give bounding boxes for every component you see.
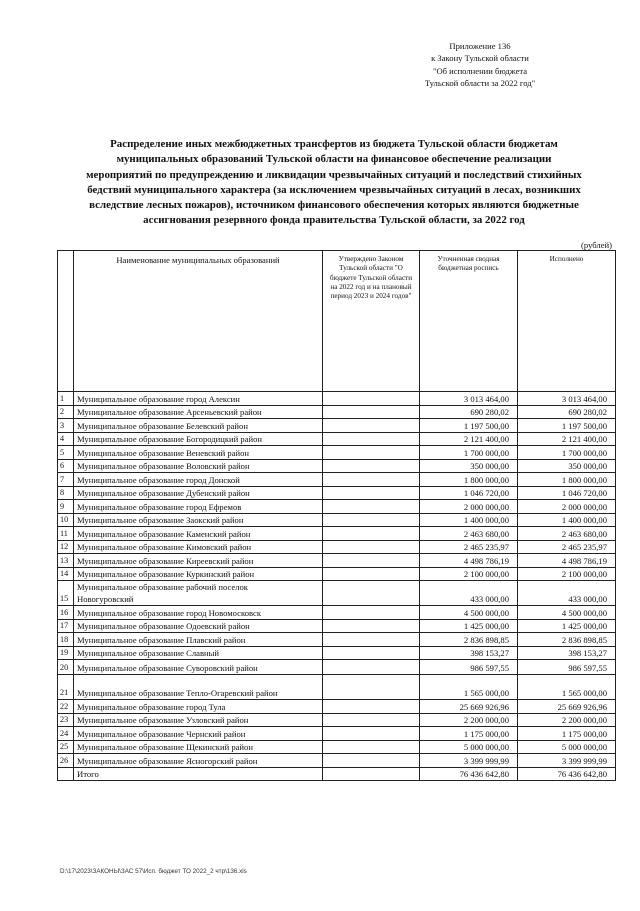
row-refined: 1 400 000,00 [420, 513, 518, 527]
row-index: 22 [58, 700, 74, 714]
row-executed: 2 000 000,00 [518, 500, 616, 514]
row-name: Муниципальное образование Кимовский район [74, 540, 323, 554]
row-approved [323, 646, 420, 660]
row-index: 16 [58, 606, 74, 620]
title-line: бедствий муниципального характера (за исключением чрезвычайных ситуаций в лесах, возникших [87, 183, 581, 196]
row-name: Муниципальное образование город Ефремов [74, 500, 323, 514]
row-name: Муниципальное образование Богородицкий район [74, 432, 323, 446]
total-executed: 76 436 642,80 [518, 767, 616, 781]
table-row [58, 633, 616, 647]
row-approved [323, 754, 420, 768]
transfers-table [57, 250, 616, 781]
row-executed: 433 000,00 [518, 581, 616, 606]
row-index [58, 767, 74, 781]
row-index: 6 [58, 459, 74, 473]
total-refined: 76 436 642,80 [420, 767, 518, 781]
row-name: Муниципальное образование Заокский район [74, 513, 323, 527]
row-approved [323, 633, 420, 647]
row-executed: 398 153,27 [518, 646, 616, 660]
row-executed: 5 000 000,00 [518, 740, 616, 754]
row-approved [323, 554, 420, 568]
row-approved [323, 675, 420, 700]
row-name: Муниципальное образование Арсеньевский район [74, 405, 323, 419]
row-index: 2 [58, 405, 74, 419]
table-row [58, 567, 616, 581]
title-line: Распределение иных межбюджетных трансфертов из бюджета Тульской области бюджетам [110, 138, 558, 150]
row-refined: 4 498 786,19 [420, 554, 518, 568]
row-name: Муниципальное образование Тепло-Огаревский район [74, 675, 323, 700]
row-approved [323, 540, 420, 554]
row-executed: 2 200 000,00 [518, 713, 616, 727]
row-executed: 986 597,55 [518, 660, 616, 675]
row-approved [323, 581, 420, 606]
row-index: 17 [58, 619, 74, 633]
row-index: 3 [58, 419, 74, 433]
row-approved [323, 567, 420, 581]
file-path-footer: D:\17\2023\ЗАКОНЫ\ЗАС 57\Исп. бюджет ТО 2022_2 чтр\136.xls [60, 868, 247, 875]
table-row [58, 419, 616, 433]
row-refined: 1 197 500,00 [420, 419, 518, 433]
row-name: Муниципальное образование Щекинский район [74, 740, 323, 754]
row-name: Муниципальное образование Киреевский район [74, 554, 323, 568]
row-index: 12 [58, 540, 74, 554]
table-row [58, 740, 616, 754]
header-executed-cell: Исполнено [518, 251, 616, 392]
row-name: Муниципальное образование город Алексин [74, 392, 323, 406]
row-index: 10 [58, 513, 74, 527]
table-row [58, 527, 616, 541]
total-row [58, 767, 616, 781]
row-name: Муниципальное образование Белевский район [74, 419, 323, 433]
row-name: Муниципальное образование Веневский район [74, 446, 323, 460]
row-refined: 2 200 000,00 [420, 713, 518, 727]
table-header-row [58, 251, 616, 392]
appendix-line: Приложение 136 [449, 41, 511, 51]
row-name: Муниципальное образование город Донской [74, 473, 323, 487]
table-row [58, 554, 616, 568]
row-refined: 2 465 235,97 [420, 540, 518, 554]
table-row [58, 473, 616, 487]
appendix-note [380, 40, 580, 90]
table-row [58, 675, 616, 700]
table-row [58, 619, 616, 633]
row-name: Муниципальное образование Ясногорский район [74, 754, 323, 768]
header-name-cell: Наименование муниципальных образований [74, 251, 323, 392]
table-row [58, 513, 616, 527]
row-approved [323, 527, 420, 541]
row-index: 21 [58, 675, 74, 700]
row-refined: 2 121 400,00 [420, 432, 518, 446]
table-row [58, 500, 616, 514]
row-refined: 350 000,00 [420, 459, 518, 473]
row-name: Муниципальное образование Чернский район [74, 727, 323, 741]
row-name: Муниципальное образование Куркинский район [74, 567, 323, 581]
row-approved [323, 473, 420, 487]
row-executed: 1 400 000,00 [518, 513, 616, 527]
row-approved [323, 446, 420, 460]
row-index: 26 [58, 754, 74, 768]
row-executed: 1 700 000,00 [518, 446, 616, 460]
row-approved [323, 486, 420, 500]
header-refined-cell: Уточненная сводная бюджетная роспись [420, 251, 518, 392]
table-row [58, 446, 616, 460]
row-index: 1 [58, 392, 74, 406]
row-name: Муниципальное образование Воловский район [74, 459, 323, 473]
row-executed: 2 121 400,00 [518, 432, 616, 446]
row-executed: 1 800 000,00 [518, 473, 616, 487]
row-approved [323, 459, 420, 473]
row-refined: 25 669 926,96 [420, 700, 518, 714]
table-row [58, 727, 616, 741]
row-name [74, 581, 323, 606]
table-row [58, 606, 616, 620]
row-refined: 986 597,55 [420, 660, 518, 675]
row-executed: 2 465 235,97 [518, 540, 616, 554]
row-approved [323, 405, 420, 419]
row-executed: 2 100 000,00 [518, 567, 616, 581]
row-name: Муниципальное образование Каменский район [74, 527, 323, 541]
row-approved [323, 419, 420, 433]
row-refined: 3 399 999,99 [420, 754, 518, 768]
row-executed: 3 013 464,00 [518, 392, 616, 406]
row-refined: 690 280,02 [420, 405, 518, 419]
row-refined: 398 153,27 [420, 646, 518, 660]
row-executed: 1 425 000,00 [518, 619, 616, 633]
row-executed: 25 669 926,96 [518, 700, 616, 714]
title-line: ассигнования резервного фонда правительства Тульской области, за 2022 год [143, 214, 525, 227]
row-index: 14 [58, 567, 74, 581]
row-executed: 2 836 898,85 [518, 633, 616, 647]
row-refined: 2 836 898,85 [420, 633, 518, 647]
appendix-line: к Закону Тульской области [431, 53, 529, 64]
header-index-cell [58, 251, 74, 392]
table-row [58, 405, 616, 419]
row-refined: 1 700 000,00 [420, 446, 518, 460]
row-approved [323, 432, 420, 446]
row-executed: 4 500 000,00 [518, 606, 616, 620]
row-refined: 1 425 000,00 [420, 619, 518, 633]
row-refined: 2 463 680,00 [420, 527, 518, 541]
appendix-line: "Об исполнении бюджета [432, 65, 528, 76]
row-executed: 1 175 000,00 [518, 727, 616, 741]
row-index: 20 [58, 660, 74, 675]
table-row [58, 432, 616, 446]
row-approved [323, 700, 420, 714]
row-name: Муниципальное образование Одоевский район [74, 619, 323, 633]
row-index: 15 [58, 581, 74, 606]
row-refined: 2 000 000,00 [420, 500, 518, 514]
table-row [58, 754, 616, 768]
row-index: 23 [58, 713, 74, 727]
row-name: Муниципальное образование город Тула [74, 700, 323, 714]
row-executed: 690 280,02 [518, 405, 616, 419]
row-index: 8 [58, 486, 74, 500]
table-row [58, 540, 616, 554]
row-approved [323, 619, 420, 633]
row-refined: 4 500 000,00 [420, 606, 518, 620]
row-index: 18 [58, 633, 74, 647]
row-refined: 433 000,00 [420, 581, 518, 606]
total-label: Итого [74, 767, 323, 781]
row-approved [323, 660, 420, 675]
row-refined: 2 100 000,00 [420, 567, 518, 581]
row-index: 5 [58, 446, 74, 460]
table-row [58, 581, 616, 606]
title-line: муниципальных образований Тульской области на финансовое обеспечение реализации [116, 153, 552, 166]
document-title [60, 137, 608, 229]
row-index: 7 [58, 473, 74, 487]
row-name: Муниципальное образование Суворовский район [74, 660, 323, 675]
row-refined: 3 013 464,00 [420, 392, 518, 406]
row-refined: 5 000 000,00 [420, 740, 518, 754]
row-approved [323, 713, 420, 727]
row-executed: 2 463 680,00 [518, 527, 616, 541]
row-refined: 1 565 000,00 [420, 675, 518, 700]
row-refined: 1 800 000,00 [420, 473, 518, 487]
row-approved [323, 392, 420, 406]
row-index: 11 [58, 527, 74, 541]
row-approved [323, 727, 420, 741]
row-approved [323, 513, 420, 527]
header-approved-cell: Утверждено Законом Тульской области "О бюджете Тульской области на 2022 год и на плановый период 2023 и 2024 годов" [323, 251, 420, 392]
row-executed: 350 000,00 [518, 459, 616, 473]
table-row [58, 486, 616, 500]
table-row [58, 459, 616, 473]
row-name: Муниципальное образование Дубенский район [74, 486, 323, 500]
row-executed: 3 399 999,99 [518, 754, 616, 768]
table-row [58, 713, 616, 727]
title-line: мероприятий по предупреждению и ликвидации чрезвычайных ситуаций и последствий стихийных [86, 168, 582, 181]
row-index: 25 [58, 740, 74, 754]
row-index: 13 [58, 554, 74, 568]
row-executed: 1 197 500,00 [518, 419, 616, 433]
row-index: 19 [58, 646, 74, 660]
title-line: вследствие лесных пожаров), источником финансового обеспечения которых являются бюджетные [89, 199, 579, 212]
row-name-line: Муниципальное образование рабочий поселок [77, 582, 248, 592]
table-row [58, 646, 616, 660]
row-executed: 1 565 000,00 [518, 675, 616, 700]
row-name-line: Новогуровский [77, 594, 134, 604]
table-row [58, 700, 616, 714]
row-name: Муниципальное образование Славный [74, 646, 323, 660]
row-approved [323, 606, 420, 620]
table-row [58, 660, 616, 675]
row-approved [323, 500, 420, 514]
row-executed: 1 046 720,00 [518, 486, 616, 500]
row-index: 9 [58, 500, 74, 514]
row-executed: 4 498 786,19 [518, 554, 616, 568]
row-name: Муниципальное образование город Новомосковск [74, 606, 323, 620]
unit-label: (рублей) [581, 240, 612, 250]
row-approved [323, 767, 420, 781]
table-row [58, 392, 616, 406]
row-refined: 1 175 000,00 [420, 727, 518, 741]
row-index: 4 [58, 432, 74, 446]
row-name: Муниципальное образование Узловский район [74, 713, 323, 727]
row-index: 24 [58, 727, 74, 741]
appendix-line: Тульской области за 2022 год" [424, 78, 536, 89]
row-approved [323, 740, 420, 754]
row-name: Муниципальное образование Плавский район [74, 633, 323, 647]
row-refined: 1 046 720,00 [420, 486, 518, 500]
